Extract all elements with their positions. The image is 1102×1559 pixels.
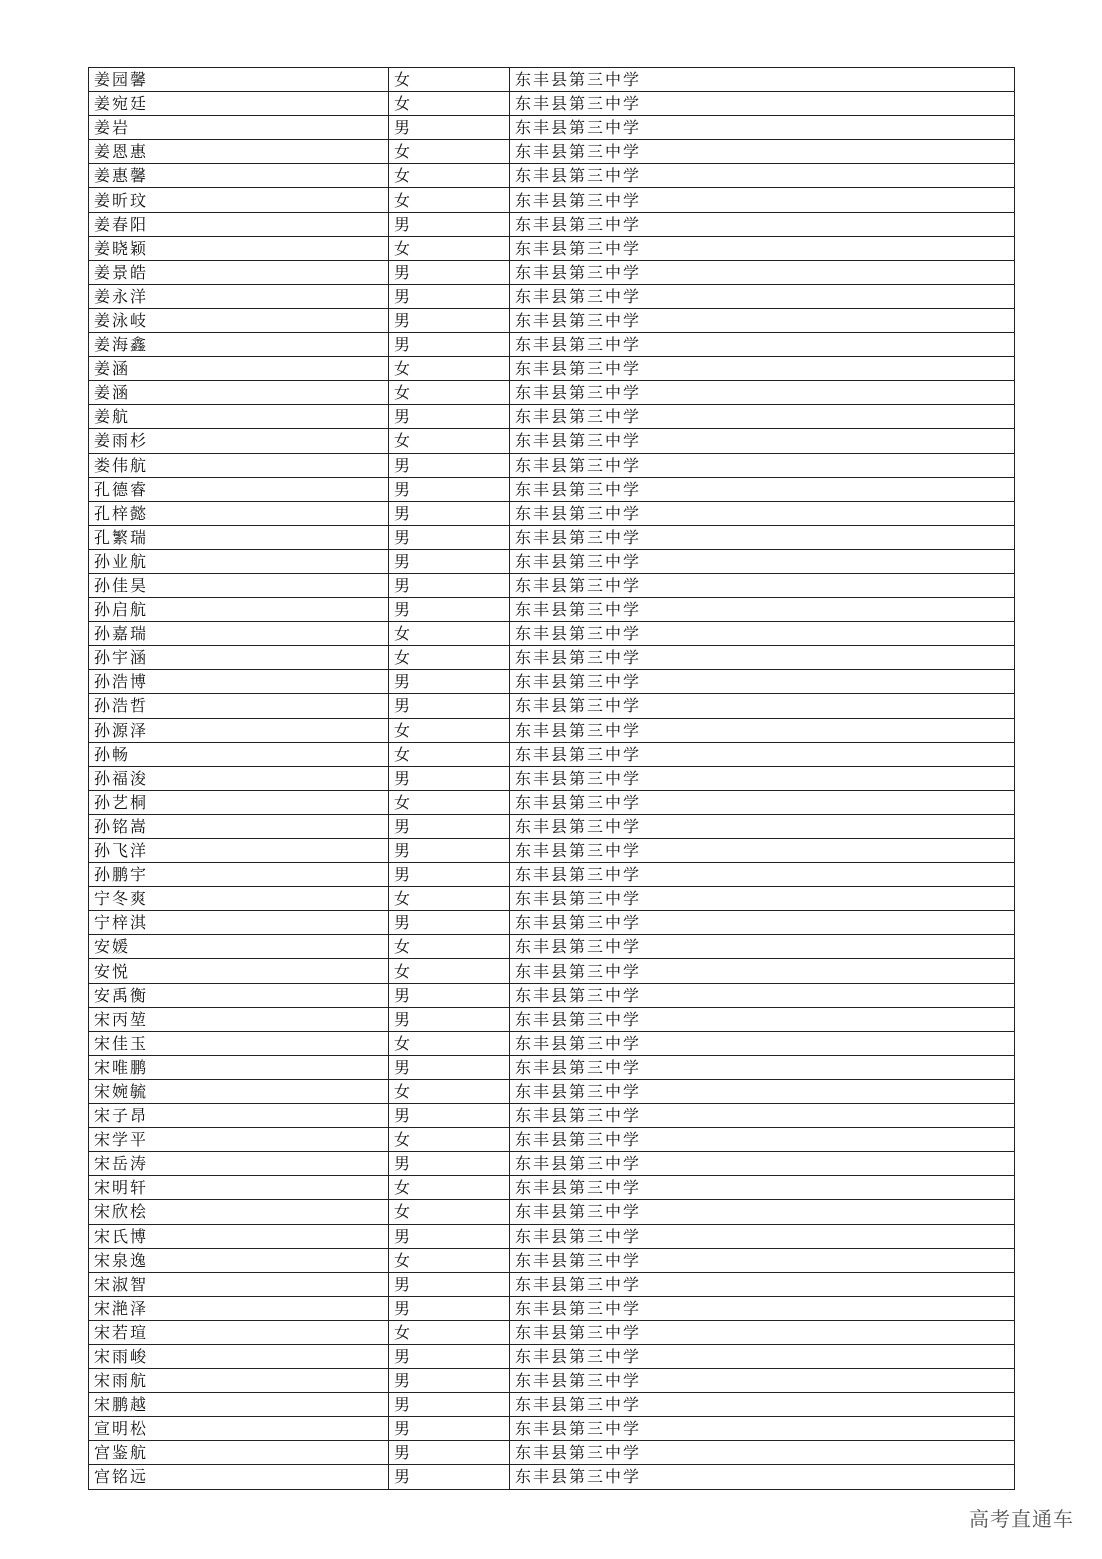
student-name-cell: 姜惠馨 (89, 164, 389, 188)
school-cell: 东丰县第三中学 (510, 116, 1015, 140)
school-cell: 东丰县第三中学 (510, 1248, 1015, 1272)
student-name-cell: 宋雨航 (89, 1369, 389, 1393)
table-row (89, 68, 1015, 92)
gender-cell: 男 (389, 911, 510, 935)
student-name-cell: 宋明轩 (89, 1176, 389, 1200)
school-cell: 东丰县第三中学 (510, 887, 1015, 911)
school-cell: 东丰县第三中学 (510, 188, 1015, 212)
table-row (89, 622, 1015, 646)
student-name-cell: 宋泉逸 (89, 1248, 389, 1272)
student-name-cell: 孙浩哲 (89, 694, 389, 718)
gender-cell: 男 (389, 116, 510, 140)
table-row (89, 790, 1015, 814)
gender-cell: 男 (389, 1296, 510, 1320)
student-table (88, 67, 1015, 1490)
student-name-cell: 孙艺桐 (89, 790, 389, 814)
gender-cell: 男 (389, 1104, 510, 1128)
gender-cell: 女 (389, 1200, 510, 1224)
gender-cell: 男 (389, 333, 510, 357)
gender-cell: 男 (389, 212, 510, 236)
student-name-cell: 孙浩博 (89, 670, 389, 694)
school-cell: 东丰县第三中学 (510, 1176, 1015, 1200)
school-cell: 东丰县第三中学 (510, 670, 1015, 694)
table-row (89, 1031, 1015, 1055)
school-cell: 东丰县第三中学 (510, 1296, 1015, 1320)
student-name-cell: 宋婉毓 (89, 1079, 389, 1103)
student-name-cell: 宋氏博 (89, 1224, 389, 1248)
gender-cell: 女 (389, 935, 510, 959)
school-cell: 东丰县第三中学 (510, 453, 1015, 477)
school-cell: 东丰县第三中学 (510, 501, 1015, 525)
school-cell: 东丰县第三中学 (510, 622, 1015, 646)
student-name-cell: 姜恩惠 (89, 140, 389, 164)
table-row (89, 333, 1015, 357)
student-name-cell: 宋丙堃 (89, 1007, 389, 1031)
student-name-cell: 姜宛廷 (89, 92, 389, 116)
student-name-cell: 宋佳玉 (89, 1031, 389, 1055)
school-cell: 东丰县第三中学 (510, 477, 1015, 501)
school-cell: 东丰县第三中学 (510, 1465, 1015, 1489)
table-row (89, 983, 1015, 1007)
gender-cell: 女 (389, 887, 510, 911)
table-row (89, 1320, 1015, 1344)
school-cell: 东丰县第三中学 (510, 1079, 1015, 1103)
school-cell: 东丰县第三中学 (510, 140, 1015, 164)
gender-cell: 男 (389, 1465, 510, 1489)
school-cell: 东丰县第三中学 (510, 1007, 1015, 1031)
gender-cell: 女 (389, 1031, 510, 1055)
student-name-cell: 孙福浚 (89, 766, 389, 790)
school-cell: 东丰县第三中学 (510, 284, 1015, 308)
student-name-cell: 姜涵 (89, 357, 389, 381)
gender-cell: 女 (389, 1079, 510, 1103)
student-name-cell: 孙宇涵 (89, 646, 389, 670)
student-name-cell: 姜昕玟 (89, 188, 389, 212)
school-cell: 东丰县第三中学 (510, 68, 1015, 92)
gender-cell: 女 (389, 742, 510, 766)
table-row (89, 1055, 1015, 1079)
gender-cell: 男 (389, 983, 510, 1007)
table-row (89, 549, 1015, 573)
school-cell: 东丰县第三中学 (510, 1200, 1015, 1224)
student-name-cell: 孙嘉瑞 (89, 622, 389, 646)
table-row (89, 694, 1015, 718)
school-cell: 东丰县第三中学 (510, 863, 1015, 887)
table-row (89, 670, 1015, 694)
student-name-cell: 宋雨峻 (89, 1344, 389, 1368)
gender-cell: 女 (389, 1176, 510, 1200)
student-name-cell: 姜园馨 (89, 68, 389, 92)
student-name-cell: 宋岳涛 (89, 1152, 389, 1176)
student-name-cell: 宋学平 (89, 1128, 389, 1152)
table-row (89, 742, 1015, 766)
school-cell: 东丰县第三中学 (510, 308, 1015, 332)
gender-cell: 男 (389, 260, 510, 284)
school-cell: 东丰县第三中学 (510, 911, 1015, 935)
school-cell: 东丰县第三中学 (510, 333, 1015, 357)
school-cell: 东丰县第三中学 (510, 1417, 1015, 1441)
school-cell: 东丰县第三中学 (510, 598, 1015, 622)
student-name-cell: 孔繁瑞 (89, 525, 389, 549)
gender-cell: 男 (389, 598, 510, 622)
gender-cell: 女 (389, 68, 510, 92)
school-cell: 东丰县第三中学 (510, 959, 1015, 983)
table-row (89, 140, 1015, 164)
gender-cell: 女 (389, 622, 510, 646)
school-cell: 东丰县第三中学 (510, 718, 1015, 742)
table-row (89, 1441, 1015, 1465)
table-row (89, 814, 1015, 838)
school-cell: 东丰县第三中学 (510, 694, 1015, 718)
table-row (89, 212, 1015, 236)
school-cell: 东丰县第三中学 (510, 525, 1015, 549)
gender-cell: 女 (389, 959, 510, 983)
gender-cell: 男 (389, 670, 510, 694)
gender-cell: 男 (389, 1369, 510, 1393)
school-cell: 东丰县第三中学 (510, 236, 1015, 260)
table-row (89, 1417, 1015, 1441)
gender-cell: 女 (389, 92, 510, 116)
table-row (89, 429, 1015, 453)
student-name-cell: 宣明松 (89, 1417, 389, 1441)
gender-cell: 女 (389, 1128, 510, 1152)
student-name-cell: 安媛 (89, 935, 389, 959)
school-cell: 东丰县第三中学 (510, 1104, 1015, 1128)
table-row (89, 1128, 1015, 1152)
student-name-cell: 孔德睿 (89, 477, 389, 501)
gender-cell: 女 (389, 1320, 510, 1344)
gender-cell: 女 (389, 790, 510, 814)
student-name-cell: 宫铭远 (89, 1465, 389, 1489)
student-name-cell: 姜海鑫 (89, 333, 389, 357)
gender-cell: 男 (389, 284, 510, 308)
table-row (89, 1393, 1015, 1417)
table-row (89, 839, 1015, 863)
gender-cell: 男 (389, 766, 510, 790)
student-name-cell: 姜泳岐 (89, 308, 389, 332)
table-row (89, 188, 1015, 212)
table-row (89, 1104, 1015, 1128)
gender-cell: 男 (389, 1272, 510, 1296)
student-name-cell: 宁冬爽 (89, 887, 389, 911)
table-row (89, 1344, 1015, 1368)
school-cell: 东丰县第三中学 (510, 790, 1015, 814)
school-cell: 东丰县第三中学 (510, 1441, 1015, 1465)
gender-cell: 男 (389, 1152, 510, 1176)
school-cell: 东丰县第三中学 (510, 357, 1015, 381)
student-table-body (89, 68, 1015, 1490)
school-cell: 东丰县第三中学 (510, 1055, 1015, 1079)
student-name-cell: 宋滟泽 (89, 1296, 389, 1320)
school-cell: 东丰县第三中学 (510, 742, 1015, 766)
table-row (89, 92, 1015, 116)
table-row (89, 1296, 1015, 1320)
table-row (89, 116, 1015, 140)
student-name-cell: 孙鹏宇 (89, 863, 389, 887)
school-cell: 东丰县第三中学 (510, 1128, 1015, 1152)
table-row (89, 1007, 1015, 1031)
table-row (89, 1200, 1015, 1224)
table-row (89, 911, 1015, 935)
student-name-cell: 宋唯鹏 (89, 1055, 389, 1079)
student-name-cell: 孙业航 (89, 549, 389, 573)
student-name-cell: 安悦 (89, 959, 389, 983)
table-row (89, 381, 1015, 405)
table-row (89, 1272, 1015, 1296)
school-cell: 东丰县第三中学 (510, 1320, 1015, 1344)
school-cell: 东丰县第三中学 (510, 1344, 1015, 1368)
school-cell: 东丰县第三中学 (510, 1369, 1015, 1393)
table-row (89, 1224, 1015, 1248)
student-name-cell: 宋若瑄 (89, 1320, 389, 1344)
gender-cell: 男 (389, 453, 510, 477)
student-name-cell: 姜航 (89, 405, 389, 429)
gender-cell: 男 (389, 501, 510, 525)
school-cell: 东丰县第三中学 (510, 1272, 1015, 1296)
table-row (89, 405, 1015, 429)
gender-cell: 女 (389, 357, 510, 381)
gender-cell: 男 (389, 1224, 510, 1248)
gender-cell: 男 (389, 1441, 510, 1465)
school-cell: 东丰县第三中学 (510, 983, 1015, 1007)
table-row (89, 525, 1015, 549)
table-row (89, 236, 1015, 260)
table-row (89, 935, 1015, 959)
gender-cell: 男 (389, 1417, 510, 1441)
gender-cell: 女 (389, 718, 510, 742)
table-row (89, 308, 1015, 332)
gender-cell: 男 (389, 477, 510, 501)
gender-cell: 男 (389, 814, 510, 838)
table-row (89, 863, 1015, 887)
student-name-cell: 宋鹏越 (89, 1393, 389, 1417)
gender-cell: 男 (389, 308, 510, 332)
gender-cell: 女 (389, 429, 510, 453)
table-row (89, 477, 1015, 501)
table-row (89, 646, 1015, 670)
student-name-cell: 姜永洋 (89, 284, 389, 308)
school-cell: 东丰县第三中学 (510, 935, 1015, 959)
student-name-cell: 孙飞洋 (89, 839, 389, 863)
student-name-cell: 孙铭嵩 (89, 814, 389, 838)
table-row (89, 573, 1015, 597)
gender-cell: 女 (389, 381, 510, 405)
school-cell: 东丰县第三中学 (510, 405, 1015, 429)
school-cell: 东丰县第三中学 (510, 646, 1015, 670)
table-row (89, 718, 1015, 742)
gender-cell: 男 (389, 1007, 510, 1031)
student-name-cell: 宋子昂 (89, 1104, 389, 1128)
student-name-cell: 宫鉴航 (89, 1441, 389, 1465)
table-row (89, 598, 1015, 622)
school-cell: 东丰县第三中学 (510, 573, 1015, 597)
school-cell: 东丰县第三中学 (510, 1393, 1015, 1417)
gender-cell: 男 (389, 525, 510, 549)
school-cell: 东丰县第三中学 (510, 429, 1015, 453)
student-name-cell: 宋淑智 (89, 1272, 389, 1296)
table-row (89, 501, 1015, 525)
gender-cell: 男 (389, 549, 510, 573)
student-name-cell: 姜春阳 (89, 212, 389, 236)
gender-cell: 男 (389, 573, 510, 597)
student-name-cell: 娄伟航 (89, 453, 389, 477)
table-row (89, 453, 1015, 477)
school-cell: 东丰县第三中学 (510, 381, 1015, 405)
gender-cell: 男 (389, 405, 510, 429)
gender-cell: 女 (389, 1248, 510, 1272)
school-cell: 东丰县第三中学 (510, 92, 1015, 116)
table-row (89, 357, 1015, 381)
gender-cell: 男 (389, 863, 510, 887)
student-name-cell: 孙启航 (89, 598, 389, 622)
school-cell: 东丰县第三中学 (510, 814, 1015, 838)
gender-cell: 男 (389, 694, 510, 718)
student-name-cell: 孔梓懿 (89, 501, 389, 525)
student-name-cell: 姜雨杉 (89, 429, 389, 453)
school-cell: 东丰县第三中学 (510, 1224, 1015, 1248)
table-row (89, 887, 1015, 911)
school-cell: 东丰县第三中学 (510, 260, 1015, 284)
student-name-cell: 孙畅 (89, 742, 389, 766)
table-row (89, 1369, 1015, 1393)
student-name-cell: 孙源泽 (89, 718, 389, 742)
student-name-cell: 宁梓淇 (89, 911, 389, 935)
student-name-cell: 孙佳昊 (89, 573, 389, 597)
table-row (89, 1248, 1015, 1272)
school-cell: 东丰县第三中学 (510, 1031, 1015, 1055)
table-row (89, 959, 1015, 983)
table-row (89, 284, 1015, 308)
student-name-cell: 姜晓颖 (89, 236, 389, 260)
table-row (89, 164, 1015, 188)
school-cell: 东丰县第三中学 (510, 164, 1015, 188)
gender-cell: 男 (389, 1055, 510, 1079)
school-cell: 东丰县第三中学 (510, 212, 1015, 236)
table-row (89, 1465, 1015, 1489)
student-name-cell: 姜景皓 (89, 260, 389, 284)
student-name-cell: 姜涵 (89, 381, 389, 405)
gender-cell: 女 (389, 188, 510, 212)
student-name-cell: 姜岩 (89, 116, 389, 140)
gender-cell: 男 (389, 1344, 510, 1368)
table-row (89, 1152, 1015, 1176)
gender-cell: 女 (389, 646, 510, 670)
school-cell: 东丰县第三中学 (510, 1152, 1015, 1176)
gender-cell: 男 (389, 839, 510, 863)
table-row (89, 1079, 1015, 1103)
school-cell: 东丰县第三中学 (510, 766, 1015, 790)
gender-cell: 女 (389, 140, 510, 164)
student-name-cell: 宋欣桧 (89, 1200, 389, 1224)
table-row (89, 766, 1015, 790)
gender-cell: 女 (389, 164, 510, 188)
watermark-text: 高考直通车 (969, 1507, 1074, 1531)
table-row (89, 1176, 1015, 1200)
student-name-cell: 安禹衡 (89, 983, 389, 1007)
table-row (89, 260, 1015, 284)
gender-cell: 女 (389, 236, 510, 260)
gender-cell: 男 (389, 1393, 510, 1417)
school-cell: 东丰县第三中学 (510, 839, 1015, 863)
school-cell: 东丰县第三中学 (510, 549, 1015, 573)
